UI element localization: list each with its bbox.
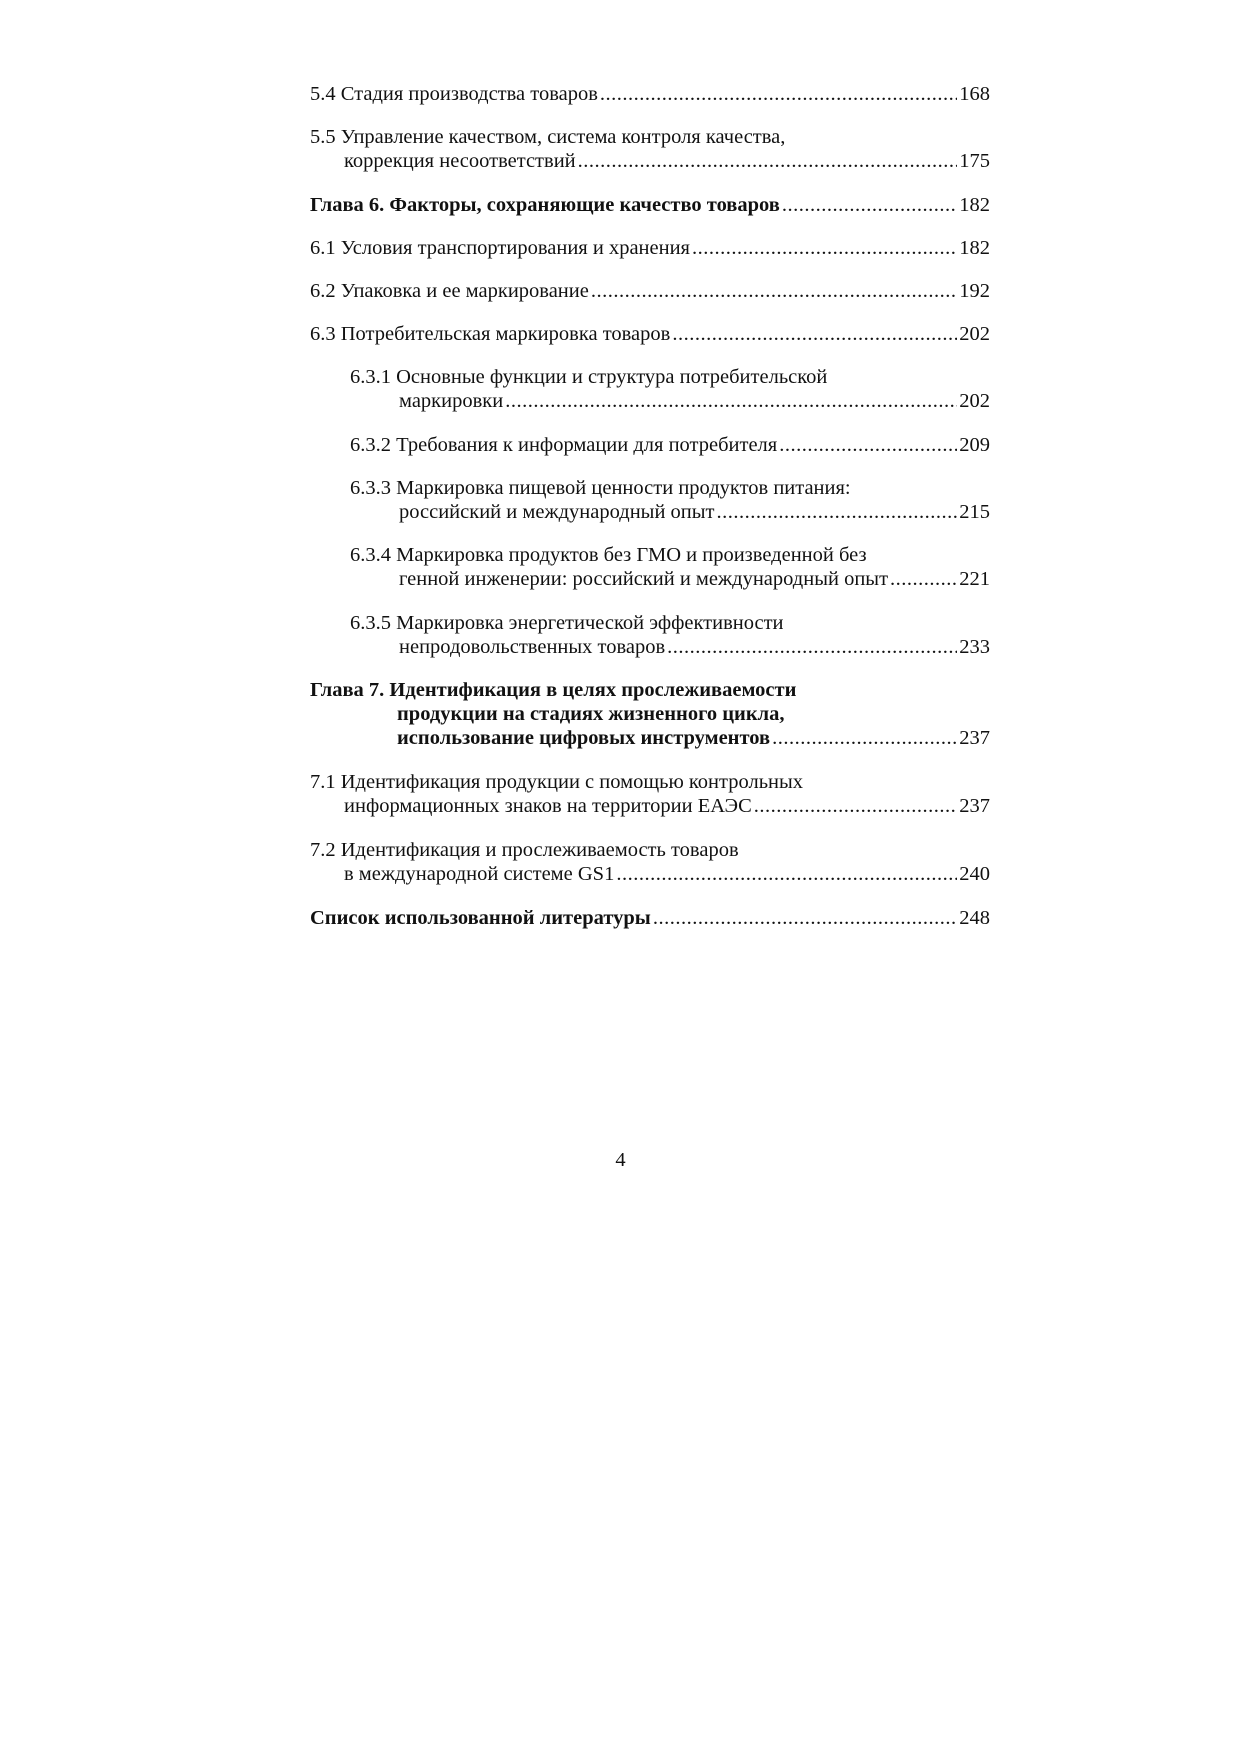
toc-entry-title: 6.3.3 Маркировка пищевой ценности продуктов питания: (350, 477, 851, 499)
dot-leader (667, 635, 957, 659)
toc-entry-title-continued: непродовольственных товаров (399, 636, 666, 658)
dot-leader (578, 149, 958, 173)
dot-leader (692, 236, 957, 260)
toc-page-number: 215 (959, 501, 990, 523)
toc-entry-title-continued: генной инженерии: российский и международный опыт (399, 568, 889, 590)
dot-leader (772, 726, 957, 750)
toc-entry-6-3-3 (350, 476, 990, 524)
dot-leader (600, 82, 957, 106)
toc-page-number: 237 (959, 727, 990, 749)
toc-entry-chapter-6 (310, 193, 990, 217)
dot-leader (505, 389, 957, 413)
toc-entry-5-4 (310, 82, 990, 106)
toc-entry-7-1 (310, 770, 990, 818)
page-number: 4 (615, 1149, 626, 1171)
toc-page-number: 233 (959, 636, 990, 658)
toc-entry-title: 7.1 Идентификация продукции с помощью контрольных (310, 771, 804, 793)
toc-entry-6-1 (310, 236, 990, 260)
toc-page-number: 209 (959, 434, 990, 456)
dot-leader (890, 567, 957, 591)
toc-page-number: 182 (959, 194, 990, 216)
toc-entry-5-5 (310, 125, 990, 173)
toc-page-number: 202 (959, 390, 990, 412)
toc-entry-6-3-5 (350, 611, 990, 659)
dot-leader (754, 794, 957, 818)
toc-entry-title-continued: коррекция несоответствий (344, 150, 576, 172)
toc-chapter-title-continued: продукции на стадиях жизненного цикла, (397, 703, 785, 725)
toc-entry-title: 5.4 Стадия производства товаров (310, 83, 598, 105)
toc-page-number: 202 (959, 323, 990, 345)
toc-page-number: 248 (959, 907, 990, 929)
toc-page-number: 221 (959, 568, 990, 590)
dot-leader (672, 322, 957, 346)
toc-entry-6-2 (310, 279, 990, 303)
toc-entry-title: 6.2 Упаковка и ее маркирование (310, 280, 589, 302)
toc-entry-chapter-7 (310, 678, 990, 750)
toc-chapter-title: Глава 7. Идентификация в целях прослеживаемости (310, 679, 797, 701)
toc-page-number: 175 (959, 150, 990, 172)
toc-entry-6-3 (310, 322, 990, 346)
toc-entry-title: 6.3 Потребительская маркировка товаров (310, 323, 671, 345)
toc-entry-title-continued: в международной системе GS1 (344, 863, 615, 885)
toc-page-number: 240 (959, 863, 990, 885)
toc-entry-6-3-1 (350, 365, 990, 413)
toc-entry-references (310, 906, 990, 930)
toc-page-number: 182 (959, 237, 990, 259)
toc-page-number: 192 (959, 280, 990, 302)
toc-entry-6-3-2 (350, 433, 990, 457)
toc-chapter-title: Список использованной литературы (310, 907, 651, 929)
dot-leader (782, 193, 957, 217)
toc-entry-title: 5.5 Управление качеством, система контроля качества, (310, 126, 786, 148)
toc-entry-title: 6.3.1 Основные функции и структура потребительской (350, 366, 828, 388)
toc-entry-title-continued: информационных знаков на территории ЕАЭС (344, 795, 752, 817)
toc-page-number: 237 (959, 795, 990, 817)
dot-leader (717, 500, 958, 524)
toc-entry-7-2 (310, 838, 990, 886)
toc-entry-title: 6.3.5 Маркировка энергетической эффективности (350, 612, 784, 634)
dot-leader (591, 279, 957, 303)
dot-leader (653, 906, 957, 930)
toc-entry-title-continued: российский и международный опыт (399, 501, 715, 523)
toc-chapter-title-continued: использование цифровых инструментов (397, 727, 771, 749)
toc-entry-title: 6.3.4 Маркировка продуктов без ГМО и произведенной без (350, 544, 867, 566)
toc-page-number: 168 (959, 83, 990, 105)
toc-entry-title-continued: маркировки (399, 390, 504, 412)
toc-entry-title: 6.3.2 Требования к информации для потребителя (350, 434, 778, 456)
dot-leader (779, 433, 957, 457)
toc-entry-title: 6.1 Условия транспортирования и хранения (310, 237, 690, 259)
toc-chapter-title: Глава 6. Факторы, сохраняющие качество товаров (310, 194, 780, 216)
dot-leader (616, 862, 957, 886)
toc-entry-title: 7.2 Идентификация и прослеживаемость товаров (310, 839, 739, 861)
toc-entry-6-3-4 (350, 543, 990, 591)
